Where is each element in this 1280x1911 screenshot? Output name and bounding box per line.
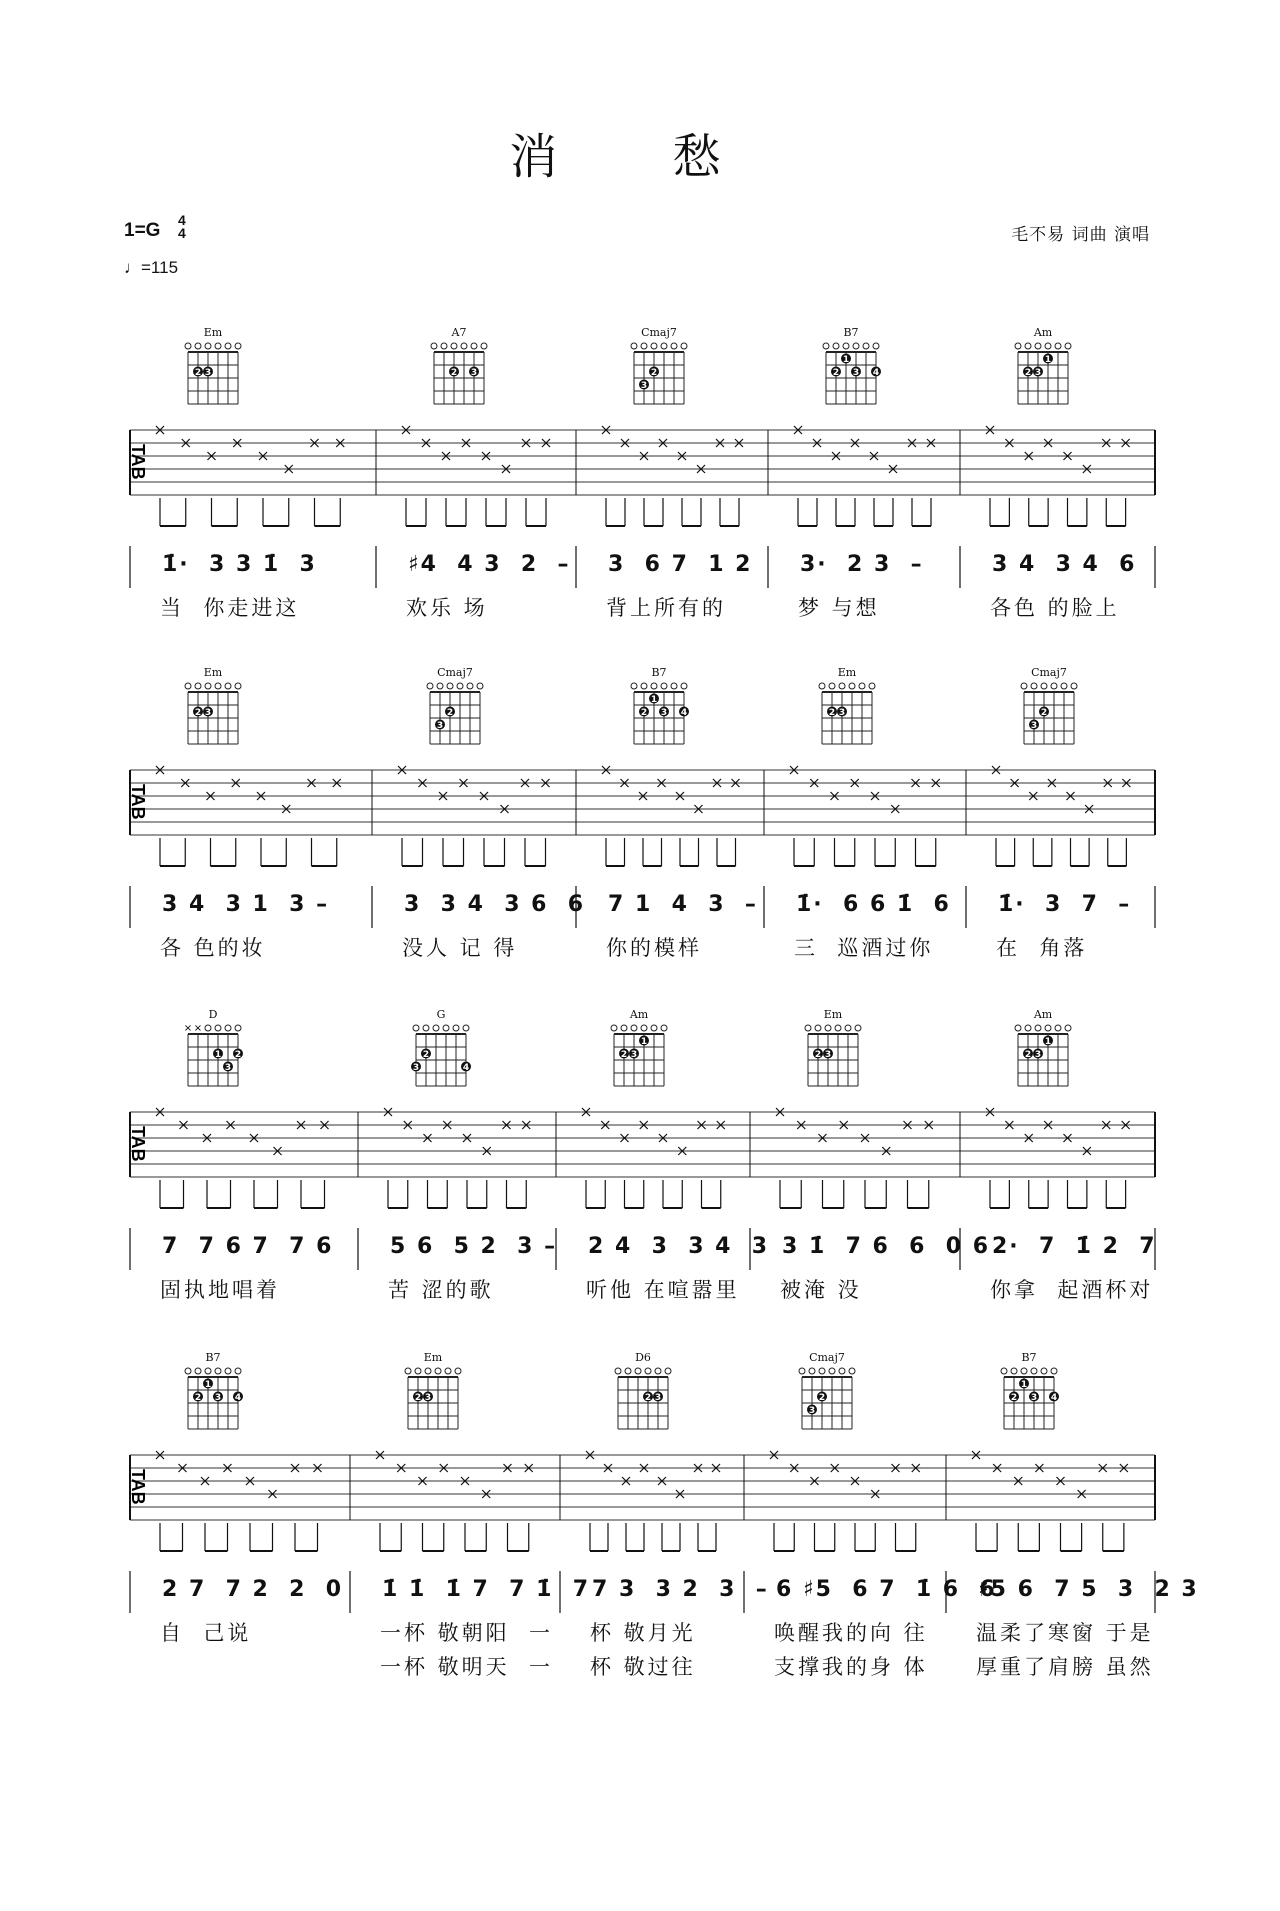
chord-diagram	[984, 1353, 1074, 1443]
svg-text:1: 1	[1044, 1037, 1052, 1047]
notation-measure: 3 1̇ 7 6 6 0 6	[782, 1234, 991, 1259]
svg-text:3: 3	[838, 708, 846, 718]
chord-name: B7	[651, 666, 667, 679]
svg-text:3: 3	[412, 1063, 420, 1073]
notation-measure: 3 3 4 3 6 6	[404, 892, 586, 917]
svg-text:2: 2	[620, 1050, 628, 1060]
notation-measure: 6 ♯5 6 7 1̇ 6 6	[776, 1577, 997, 1602]
lyric-line: 没人 记 得	[402, 936, 518, 960]
lyric-line: 固执地唱着	[160, 1278, 280, 1302]
svg-text:3: 3	[214, 1393, 222, 1403]
lyric-line: 在 角落	[996, 936, 1088, 960]
notation-measure: 1̇· 3 3 1̇ 3	[162, 552, 317, 577]
notation-measure: 2 4 3 3 4 3	[588, 1234, 770, 1259]
svg-text:2: 2	[644, 1393, 652, 1403]
svg-text:3: 3	[424, 1393, 432, 1403]
lyric-line: 被淹 没	[780, 1278, 862, 1302]
svg-text:2: 2	[1010, 1393, 1018, 1403]
fretboard-grid	[594, 1010, 684, 1100]
chord-name: D	[208, 1008, 218, 1021]
chord-name: Em	[423, 1351, 443, 1364]
time-sig-top: 4	[178, 212, 186, 228]
svg-text:3: 3	[1030, 721, 1038, 731]
chord-name: Em	[823, 1008, 843, 1021]
svg-text:2: 2	[1024, 1050, 1032, 1060]
svg-text:2: 2	[194, 368, 202, 378]
notation-measure: 7 1 4 3 –	[608, 892, 758, 917]
chord-diagram	[782, 1353, 872, 1443]
svg-text:2: 2	[1040, 708, 1048, 718]
chord-name: D6	[635, 1351, 651, 1364]
fretboard-grid	[614, 668, 704, 758]
chord-name: B7	[843, 326, 859, 339]
fretboard-grid	[802, 668, 892, 758]
svg-text:3: 3	[654, 1393, 662, 1403]
chord-diagram	[410, 668, 500, 758]
svg-text:1: 1	[204, 1380, 212, 1390]
svg-text:4: 4	[872, 368, 880, 378]
chord-diagram	[614, 668, 704, 758]
svg-text:2: 2	[446, 708, 454, 718]
svg-text:3: 3	[1034, 368, 1042, 378]
svg-text:1: 1	[214, 1050, 222, 1060]
notation-measure: 1̇ 1̇ 1̇ 7 7 1̇ 7	[382, 1577, 591, 1602]
notation-measure: 7 7 6 7 7 6	[162, 1234, 334, 1259]
fretboard-grid	[168, 328, 258, 418]
lyric-line: 你的模样	[606, 936, 702, 960]
tab-clef: TAB	[128, 444, 148, 480]
chord-diagram	[998, 328, 1088, 418]
notation-measure: 1̇· 6 6 1̇ 6	[796, 892, 951, 917]
svg-text:2: 2	[1024, 368, 1032, 378]
chord-diagram	[414, 328, 504, 418]
svg-text:1: 1	[1020, 1380, 1028, 1390]
svg-text:2: 2	[818, 1393, 826, 1403]
notation-barlines	[0, 1224, 1280, 1284]
svg-text:2: 2	[422, 1050, 430, 1060]
tab-clef: TAB	[128, 784, 148, 820]
svg-text:3: 3	[204, 368, 212, 378]
chord-diagram	[806, 328, 896, 418]
lyric-line: 温柔了寒窗 于是	[976, 1621, 1154, 1645]
notation-measure: 7 3 3 2 3 –	[592, 1577, 769, 1602]
chord-name: A7	[451, 326, 467, 339]
svg-text:4: 4	[1050, 1393, 1058, 1403]
fretboard-grid	[788, 1010, 878, 1100]
svg-text:2: 2	[832, 368, 840, 378]
fretboard-grid	[168, 668, 258, 758]
time-sig-bottom: 4	[178, 225, 186, 241]
fretboard-grid	[782, 1353, 872, 1443]
chord-diagram	[614, 328, 704, 418]
svg-text:3: 3	[824, 1050, 832, 1060]
lyric-line-verse-2: 支撑我的身 体	[774, 1655, 928, 1679]
svg-text:×: ×	[193, 1023, 203, 1034]
svg-text:3: 3	[204, 708, 212, 718]
lyric-line: 各 色的妆	[160, 936, 266, 960]
svg-text:3: 3	[1034, 1050, 1042, 1060]
chord-name: Cmaj7	[437, 666, 473, 679]
chord-name: G	[436, 1008, 446, 1021]
notation-measure: 2· 7 1̇ 2 7	[992, 1234, 1157, 1259]
svg-text:2: 2	[814, 1050, 822, 1060]
lyric-line: 一杯 敬朝阳 一	[380, 1621, 554, 1645]
chord-name: Em	[203, 666, 223, 679]
notation-barlines	[0, 542, 1280, 602]
svg-text:2: 2	[640, 708, 648, 718]
svg-text:4: 4	[462, 1063, 470, 1073]
chord-name: Am	[1033, 326, 1053, 339]
svg-text:1: 1	[650, 695, 658, 705]
chord-diagram	[802, 668, 892, 758]
lyric-line: 背上所有的	[606, 596, 726, 620]
lyric-line: 唤醒我的向 往	[774, 1621, 928, 1645]
svg-text:4: 4	[234, 1393, 242, 1403]
chord-name: B7	[205, 1351, 221, 1364]
fretboard-grid	[998, 1010, 1088, 1100]
lyric-line: 听他 在喧嚣里	[586, 1278, 740, 1302]
system-4	[0, 1325, 1280, 1679]
svg-text:2: 2	[450, 368, 458, 378]
tab-clef: TAB	[128, 1469, 148, 1505]
notation-barlines	[0, 882, 1280, 942]
svg-text:×: ×	[183, 1023, 193, 1034]
chord-diagram	[168, 328, 258, 418]
chord-name: Am	[1033, 1008, 1053, 1021]
fretboard-grid	[998, 328, 1088, 418]
chord-diagram	[598, 1353, 688, 1443]
credits: 毛不易 词曲 演唱	[1011, 225, 1150, 245]
chord-name: Cmaj7	[641, 326, 677, 339]
notation-measure: 3· 2 3 –	[800, 552, 924, 577]
svg-text:3: 3	[1030, 1393, 1038, 1403]
fretboard-grid	[984, 1353, 1074, 1443]
notation-measure: 5 6 5 2 3 –	[390, 1234, 558, 1259]
fretboard-grid	[1004, 668, 1094, 758]
svg-text:3: 3	[808, 1406, 816, 1416]
lyric-line: 欢乐 场	[406, 596, 488, 620]
fretboard-grid	[598, 1353, 688, 1443]
lyric-line: 自 己说	[160, 1621, 252, 1645]
svg-text:2: 2	[828, 708, 836, 718]
fretboard-grid	[806, 328, 896, 418]
lyric-line-verse-2: 杯 敬过往	[590, 1655, 696, 1679]
svg-text:3: 3	[660, 708, 668, 718]
lyric-line: 杯 敬月光	[590, 1621, 696, 1645]
song-title: 消 愁	[509, 129, 771, 185]
fretboard-grid	[388, 1353, 478, 1443]
system-2	[0, 640, 1280, 960]
chord-diagram	[168, 1010, 258, 1100]
chord-name: B7	[1021, 1351, 1037, 1364]
notation-measure: 2 7 7 2 2 0	[162, 1577, 344, 1602]
chord-diagram	[388, 1353, 478, 1443]
chord-diagram	[998, 1010, 1088, 1100]
lyric-line: 当 你走进这	[160, 596, 300, 620]
notation-measure: ♯4 4 3 2 –	[408, 552, 571, 577]
chord-diagram	[168, 668, 258, 758]
fretboard-grid	[614, 328, 704, 418]
chord-diagram	[168, 1353, 258, 1443]
svg-text:1: 1	[842, 355, 850, 365]
notation-measure: 3 4 3 4 6	[992, 552, 1137, 577]
fretboard-grid	[168, 1010, 258, 1100]
fretboard-grid	[396, 1010, 486, 1100]
chord-diagram	[1004, 668, 1094, 758]
chord-name: Cmaj7	[1031, 666, 1067, 679]
chord-diagram	[594, 1010, 684, 1100]
svg-text:2: 2	[650, 368, 658, 378]
svg-text:2: 2	[234, 1050, 242, 1060]
svg-text:4: 4	[680, 708, 688, 718]
lyric-line-verse-2: 一杯 敬明天 一	[380, 1655, 554, 1679]
svg-text:2: 2	[414, 1393, 422, 1403]
svg-text:3: 3	[852, 368, 860, 378]
system-1	[0, 300, 1280, 620]
notation-measure: 3 6 7 1 2	[608, 552, 753, 577]
svg-text:3: 3	[640, 381, 648, 391]
fretboard-grid	[168, 1353, 258, 1443]
notation-measure: 3 4 3 1 3 –	[162, 892, 330, 917]
fretboard-grid	[410, 668, 500, 758]
lyric-line: 各色 的脸上	[990, 596, 1120, 620]
svg-text:1: 1	[640, 1037, 648, 1047]
svg-text:3: 3	[224, 1063, 232, 1073]
lyric-line: 苦 涩的歌	[388, 1278, 494, 1302]
lyric-line-verse-2: 厚重了肩膀 虽然	[976, 1655, 1154, 1679]
tab-clef: TAB	[128, 1126, 148, 1162]
lyric-line: 你拿 起酒杯对	[990, 1278, 1154, 1302]
notation-barlines	[0, 1567, 1280, 1627]
svg-text:3: 3	[436, 721, 444, 731]
tempo-marking: ♩=115	[124, 258, 179, 277]
chord-name: Em	[203, 326, 223, 339]
chord-diagram	[788, 1010, 878, 1100]
notation-measure: 1̇· 3 7 –	[998, 892, 1132, 917]
chord-name: Em	[837, 666, 857, 679]
lyric-line: 梦 与想	[798, 596, 880, 620]
fretboard-grid	[414, 328, 504, 418]
key-signature: 1=G	[124, 220, 161, 241]
time-signature	[178, 214, 186, 240]
system-3	[0, 982, 1280, 1302]
svg-text:1: 1	[1044, 355, 1052, 365]
svg-text:3: 3	[470, 368, 478, 378]
lyric-line: 三 巡酒过你	[794, 936, 934, 960]
chord-name: Cmaj7	[809, 1351, 845, 1364]
svg-text:2: 2	[194, 708, 202, 718]
chord-diagram	[396, 1010, 486, 1100]
svg-text:2: 2	[194, 1393, 202, 1403]
chord-name: Am	[629, 1008, 649, 1021]
notation-measure: ♯5 6 7 5 3 2 3	[978, 1577, 1199, 1602]
svg-text:3: 3	[630, 1050, 638, 1060]
